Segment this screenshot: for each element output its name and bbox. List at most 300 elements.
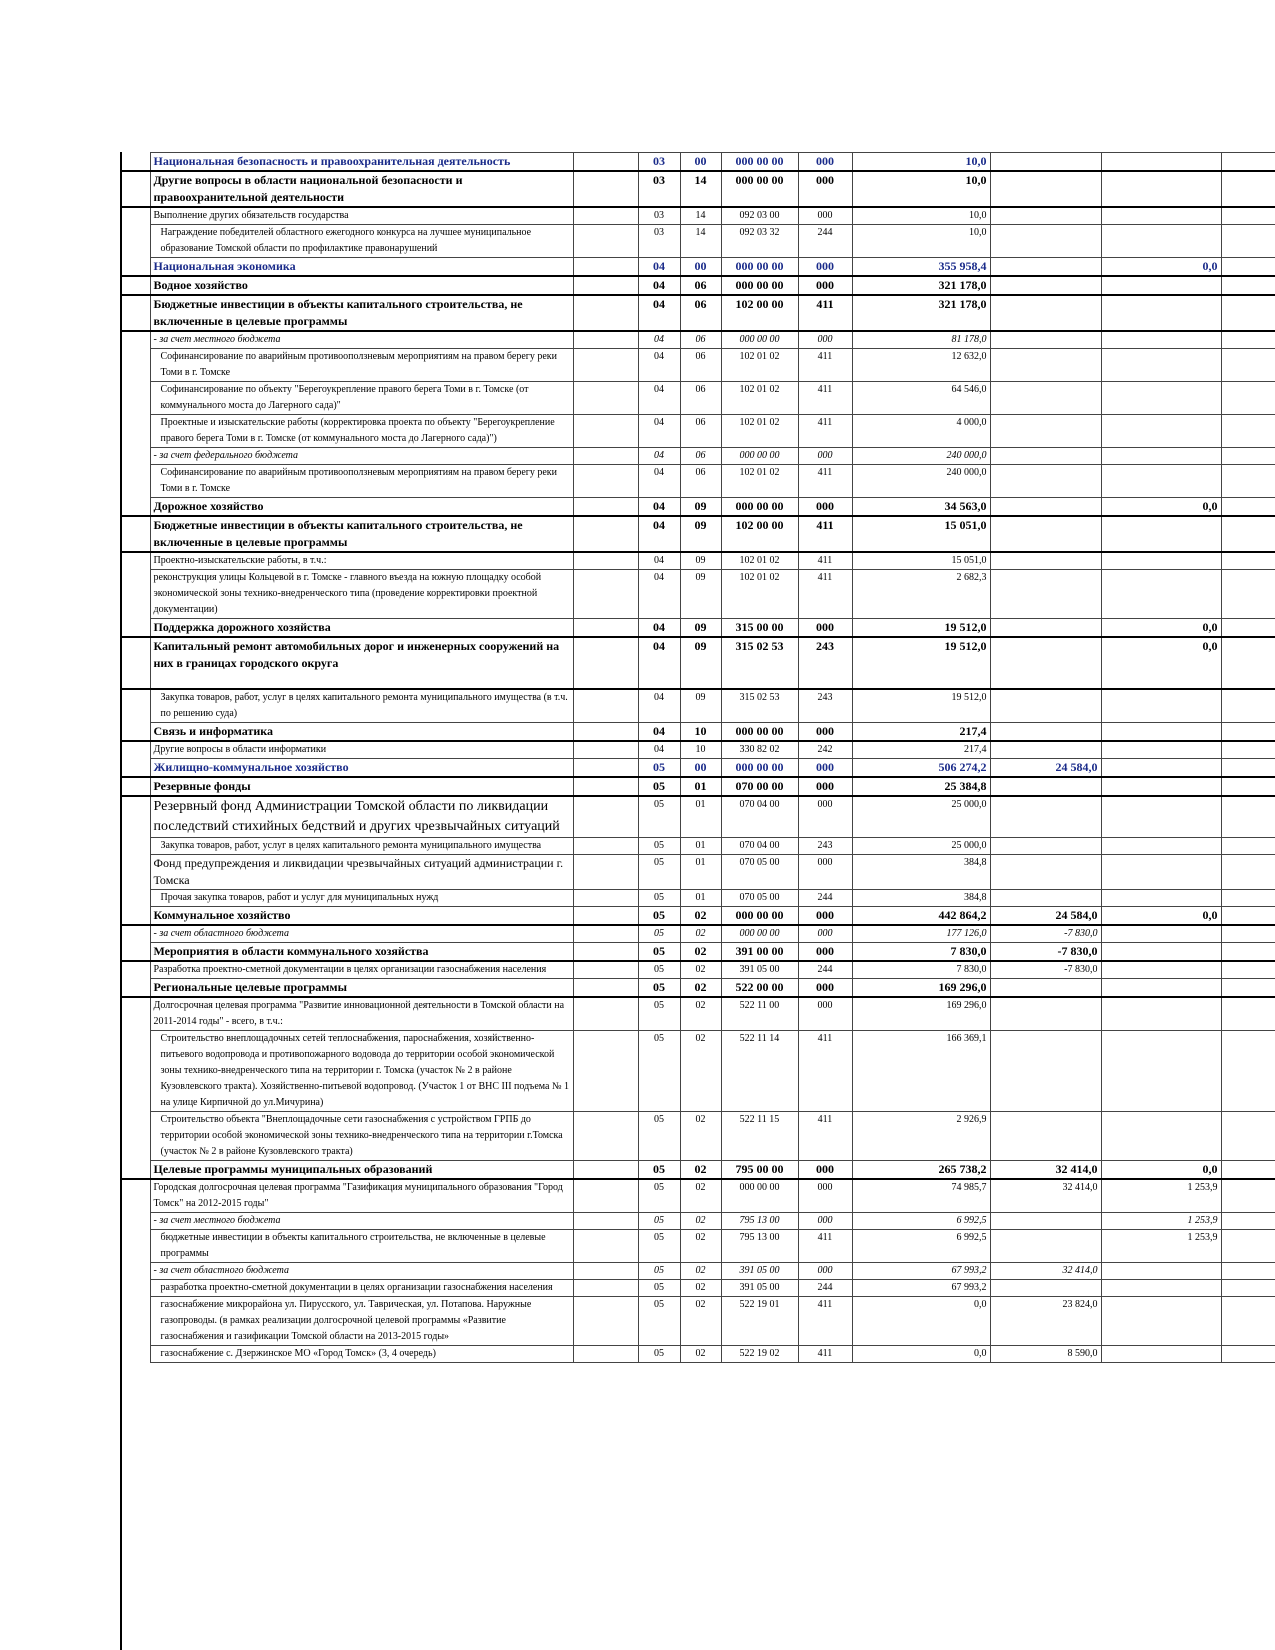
table-row — [120, 171, 1275, 207]
blank-cell — [573, 382, 638, 415]
subsection-code: 09 — [680, 570, 721, 619]
expense-type-code: 000 — [798, 276, 852, 295]
table-row — [120, 1297, 1275, 1346]
amount-value: 10,0 — [852, 207, 990, 225]
margin-cell — [120, 925, 150, 943]
target-article-code: 092 03 00 — [721, 207, 798, 225]
row-name: Дорожное хозяйство — [150, 498, 573, 517]
change-value — [990, 838, 1101, 855]
subsection-code: 02 — [680, 1179, 721, 1213]
subsection-code: 10 — [680, 723, 721, 742]
second-change-value — [1101, 796, 1221, 838]
blank-cell — [573, 723, 638, 742]
change-value — [990, 890, 1101, 907]
table-row — [120, 1230, 1275, 1263]
table-row — [120, 331, 1275, 349]
table-row — [120, 855, 1275, 890]
expense-type-code: 411 — [798, 1297, 852, 1346]
table-row — [120, 1179, 1275, 1213]
row-name: - за счет федерального бюджета — [150, 448, 573, 465]
margin-cell — [120, 1263, 150, 1280]
second-change-value — [1101, 759, 1221, 778]
section-code: 05 — [638, 1179, 680, 1213]
subsection-code: 06 — [680, 415, 721, 448]
second-change-value — [1101, 1263, 1221, 1280]
change-value: 32 414,0 — [990, 1179, 1101, 1213]
blank-cell — [1221, 349, 1275, 382]
target-article-code: 102 01 02 — [721, 465, 798, 498]
amount-value: 2 926,9 — [852, 1112, 990, 1161]
margin-cell — [120, 225, 150, 258]
row-name: Резервный фонд Администрации Томской области по ликвидации последствий стихийных бедствий и других чрезвычайных ситуаций — [150, 796, 573, 838]
amount-value: 10,0 — [852, 171, 990, 207]
table-row — [120, 225, 1275, 258]
margin-cell — [120, 796, 150, 838]
change-value — [990, 1213, 1101, 1230]
section-code: 05 — [638, 925, 680, 943]
subsection-code: 00 — [680, 258, 721, 277]
row-name: Связь и информатика — [150, 723, 573, 742]
second-change-value — [1101, 207, 1221, 225]
target-article-code: 522 11 15 — [721, 1112, 798, 1161]
subsection-code: 10 — [680, 741, 721, 759]
change-value: 23 824,0 — [990, 1297, 1101, 1346]
table-row — [120, 465, 1275, 498]
amount-value: 10,0 — [852, 225, 990, 258]
table-row — [120, 498, 1275, 517]
expense-type-code: 000 — [798, 1179, 852, 1213]
amount-value: 0,0 — [852, 1297, 990, 1346]
subsection-code: 09 — [680, 637, 721, 689]
blank-cell — [1221, 907, 1275, 926]
blank-cell — [1221, 153, 1275, 172]
blank-cell — [573, 1280, 638, 1297]
subsection-code: 02 — [680, 925, 721, 943]
subsection-code: 06 — [680, 331, 721, 349]
table-row — [120, 997, 1275, 1031]
margin-cell — [120, 1230, 150, 1263]
section-code: 04 — [638, 723, 680, 742]
margin-cell — [120, 759, 150, 778]
row-name: Национальная экономика — [150, 258, 573, 277]
expense-type-code: 000 — [798, 855, 852, 890]
table-row — [120, 943, 1275, 962]
blank-cell — [573, 258, 638, 277]
amount-value: 7 830,0 — [852, 961, 990, 979]
table-row — [120, 382, 1275, 415]
expense-type-code: 000 — [798, 796, 852, 838]
blank-cell — [1221, 838, 1275, 855]
amount-value: 64 546,0 — [852, 382, 990, 415]
blank-cell — [573, 276, 638, 295]
blank-cell — [573, 207, 638, 225]
target-article-code: 391 00 00 — [721, 943, 798, 962]
change-value — [990, 1230, 1101, 1263]
expense-type-code: 000 — [798, 331, 852, 349]
target-article-code: 000 00 00 — [721, 171, 798, 207]
target-article-code: 522 11 14 — [721, 1031, 798, 1112]
amount-value: 19 512,0 — [852, 637, 990, 689]
amount-value: 265 738,2 — [852, 1161, 990, 1180]
change-value — [990, 552, 1101, 570]
subsection-code: 02 — [680, 1346, 721, 1363]
change-value — [990, 997, 1101, 1031]
target-article-code: 522 11 00 — [721, 997, 798, 1031]
blank-cell — [1221, 796, 1275, 838]
row-name: - за счет областного бюджета — [150, 925, 573, 943]
target-article-code: 000 00 00 — [721, 925, 798, 943]
row-name: Софинансирование по аварийным противооползневым мероприятиям на правом берегу реки Томи в г. Томске — [150, 465, 573, 498]
section-code: 05 — [638, 1031, 680, 1112]
blank-cell — [573, 415, 638, 448]
target-article-code: 000 00 00 — [721, 498, 798, 517]
margin-cell — [120, 382, 150, 415]
change-value: 8 590,0 — [990, 1346, 1101, 1363]
subsection-code: 02 — [680, 1263, 721, 1280]
change-value — [990, 979, 1101, 998]
change-value — [990, 225, 1101, 258]
blank-cell — [573, 225, 638, 258]
target-article-code: 000 00 00 — [721, 331, 798, 349]
section-code: 04 — [638, 741, 680, 759]
second-change-value — [1101, 295, 1221, 331]
margin-cell — [120, 619, 150, 638]
target-article-code: 102 00 00 — [721, 516, 798, 552]
blank-cell — [573, 552, 638, 570]
section-code: 04 — [638, 465, 680, 498]
section-code: 03 — [638, 225, 680, 258]
subsection-code: 09 — [680, 619, 721, 638]
blank-cell — [573, 777, 638, 796]
margin-cell — [120, 777, 150, 796]
second-change-value — [1101, 723, 1221, 742]
change-value — [990, 171, 1101, 207]
second-change-value: 1 253,9 — [1101, 1213, 1221, 1230]
section-code: 05 — [638, 1213, 680, 1230]
subsection-code: 06 — [680, 349, 721, 382]
target-article-code: 000 00 00 — [721, 759, 798, 778]
amount-value: 169 296,0 — [852, 997, 990, 1031]
amount-value: 4 000,0 — [852, 415, 990, 448]
row-name: Коммунальное хозяйство — [150, 907, 573, 926]
budget-table — [120, 152, 1275, 1363]
second-change-value — [1101, 516, 1221, 552]
table-row — [120, 349, 1275, 382]
second-change-value — [1101, 925, 1221, 943]
blank-cell — [573, 796, 638, 838]
table-row — [120, 448, 1275, 465]
target-article-code: 315 00 00 — [721, 619, 798, 638]
expense-type-code: 411 — [798, 465, 852, 498]
blank-cell — [1221, 855, 1275, 890]
expense-type-code: 243 — [798, 838, 852, 855]
target-article-code: 070 04 00 — [721, 796, 798, 838]
second-change-value — [1101, 1346, 1221, 1363]
expense-type-code: 000 — [798, 153, 852, 172]
margin-cell — [120, 448, 150, 465]
blank-cell — [1221, 276, 1275, 295]
table-row — [120, 516, 1275, 552]
row-name: - за счет областного бюджета — [150, 1263, 573, 1280]
table-row — [120, 689, 1275, 723]
second-change-value — [1101, 961, 1221, 979]
table-row — [120, 777, 1275, 796]
change-value — [990, 295, 1101, 331]
subsection-code: 02 — [680, 1112, 721, 1161]
blank-cell — [573, 943, 638, 962]
table-row — [120, 637, 1275, 689]
change-value — [990, 1280, 1101, 1297]
table-row — [120, 1112, 1275, 1161]
second-change-value: 0,0 — [1101, 637, 1221, 689]
blank-cell — [1221, 723, 1275, 742]
blank-cell — [573, 516, 638, 552]
expense-type-code: 000 — [798, 1213, 852, 1230]
change-value: 24 584,0 — [990, 759, 1101, 778]
expense-type-code: 411 — [798, 516, 852, 552]
target-article-code: 391 05 00 — [721, 1280, 798, 1297]
margin-cell — [120, 855, 150, 890]
subsection-code: 06 — [680, 295, 721, 331]
change-value: -7 830,0 — [990, 925, 1101, 943]
amount-value: 34 563,0 — [852, 498, 990, 517]
table-row — [120, 258, 1275, 277]
second-change-value — [1101, 331, 1221, 349]
section-code: 04 — [638, 637, 680, 689]
subsection-code: 01 — [680, 890, 721, 907]
amount-value: 74 985,7 — [852, 1179, 990, 1213]
target-article-code: 102 01 02 — [721, 552, 798, 570]
second-change-value — [1101, 415, 1221, 448]
table-row — [120, 796, 1275, 838]
margin-cell — [120, 1031, 150, 1112]
blank-cell — [1221, 258, 1275, 277]
margin-cell — [120, 1213, 150, 1230]
amount-value: 19 512,0 — [852, 619, 990, 638]
table-row — [120, 723, 1275, 742]
row-name: Выполнение других обязательств государства — [150, 207, 573, 225]
section-code: 04 — [638, 276, 680, 295]
row-name: Долгосрочная целевая программа "Развитие инновационной деятельности в Томской области на 2011-2014 годы" - всего, в т.ч.: — [150, 997, 573, 1031]
second-change-value — [1101, 225, 1221, 258]
amount-value: 2 682,3 — [852, 570, 990, 619]
second-change-value — [1101, 689, 1221, 723]
blank-cell — [573, 1112, 638, 1161]
row-name: Поддержка дорожного хозяйства — [150, 619, 573, 638]
row-name: Городская долгосрочная целевая программа "Газификация муниципального образования "Город Томск" на 2012-2015 годы" — [150, 1179, 573, 1213]
blank-cell — [1221, 1112, 1275, 1161]
change-value — [990, 349, 1101, 382]
blank-cell — [573, 349, 638, 382]
target-article-code: 000 00 00 — [721, 448, 798, 465]
amount-value: 240 000,0 — [852, 448, 990, 465]
expense-type-code: 411 — [798, 1346, 852, 1363]
amount-value: 442 864,2 — [852, 907, 990, 926]
second-change-value — [1101, 838, 1221, 855]
expense-type-code: 000 — [798, 907, 852, 926]
row-name: газоснабжение микрорайона ул. Пирусского, ул. Таврическая, ул. Потапова. Наружные газопроводы. (в рамках реализации долгосрочной целевой программы «Развитие газоснабжения и газификации Томской области на 2013-2015 годы» — [150, 1297, 573, 1346]
change-value: 32 414,0 — [990, 1263, 1101, 1280]
row-name: Фонд предупреждения и ликвидации чрезвычайных ситуаций администрации г. Томска — [150, 855, 573, 890]
target-article-code: 000 00 00 — [721, 1179, 798, 1213]
margin-cell — [120, 153, 150, 172]
change-value — [990, 153, 1101, 172]
section-code: 05 — [638, 1280, 680, 1297]
expense-type-code: 000 — [798, 997, 852, 1031]
row-name: Бюджетные инвестиции в объекты капитального строительства, не включенные в целевые программы — [150, 516, 573, 552]
table-row — [120, 207, 1275, 225]
expense-type-code: 411 — [798, 295, 852, 331]
margin-cell — [120, 943, 150, 962]
change-value: -7 830,0 — [990, 961, 1101, 979]
section-code: 04 — [638, 570, 680, 619]
expense-type-code: 242 — [798, 741, 852, 759]
margin-cell — [120, 295, 150, 331]
target-article-code: 070 05 00 — [721, 855, 798, 890]
blank-cell — [573, 961, 638, 979]
amount-value: 6 992,5 — [852, 1230, 990, 1263]
section-code: 04 — [638, 331, 680, 349]
table-row — [120, 1031, 1275, 1112]
change-value — [990, 570, 1101, 619]
second-change-value — [1101, 1280, 1221, 1297]
second-change-value: 0,0 — [1101, 258, 1221, 277]
expense-type-code: 000 — [798, 759, 852, 778]
change-value: 24 584,0 — [990, 907, 1101, 926]
subsection-code: 02 — [680, 1297, 721, 1346]
blank-cell — [573, 890, 638, 907]
second-change-value — [1101, 997, 1221, 1031]
subsection-code: 06 — [680, 465, 721, 498]
second-change-value: 0,0 — [1101, 1161, 1221, 1180]
subsection-code: 02 — [680, 1161, 721, 1180]
subsection-code: 00 — [680, 153, 721, 172]
change-value — [990, 448, 1101, 465]
section-code: 04 — [638, 349, 680, 382]
amount-value: 166 369,1 — [852, 1031, 990, 1112]
row-name: - за счет местного бюджета — [150, 331, 573, 349]
subsection-code: 02 — [680, 907, 721, 926]
change-value — [990, 465, 1101, 498]
section-code: 05 — [638, 1346, 680, 1363]
row-name: Строительство объекта "Внеплощадочные сети газоснабжения с устройством ГРПБ до территории особой экономической зоны технико-внедренческого типа на территории г.Томска (участок № 2 в районе Кузовлевского тракта) — [150, 1112, 573, 1161]
subsection-code: 09 — [680, 689, 721, 723]
target-article-code: 070 00 00 — [721, 777, 798, 796]
margin-cell — [120, 979, 150, 998]
margin-cell — [120, 890, 150, 907]
target-article-code: 795 00 00 — [721, 1161, 798, 1180]
row-name: Проектно-изыскательские работы, в т.ч.: — [150, 552, 573, 570]
target-article-code: 315 02 53 — [721, 689, 798, 723]
target-article-code: 092 03 32 — [721, 225, 798, 258]
target-article-code: 070 05 00 — [721, 890, 798, 907]
second-change-value — [1101, 349, 1221, 382]
second-change-value — [1101, 1031, 1221, 1112]
target-article-code: 000 00 00 — [721, 907, 798, 926]
blank-cell — [573, 1230, 638, 1263]
change-value — [990, 796, 1101, 838]
table-row — [120, 552, 1275, 570]
second-change-value — [1101, 855, 1221, 890]
blank-cell — [573, 570, 638, 619]
amount-value: 25 000,0 — [852, 838, 990, 855]
section-code: 05 — [638, 961, 680, 979]
blank-cell — [1221, 979, 1275, 998]
section-code: 05 — [638, 1230, 680, 1263]
row-name: Закупка товаров, работ, услуг в целях капитального ремонта муниципального имущества (в т.ч. по решению суда) — [150, 689, 573, 723]
margin-cell — [120, 1161, 150, 1180]
blank-cell — [1221, 997, 1275, 1031]
amount-value: 10,0 — [852, 153, 990, 172]
second-change-value — [1101, 465, 1221, 498]
blank-cell — [573, 1213, 638, 1230]
section-code: 05 — [638, 1263, 680, 1280]
change-value — [990, 723, 1101, 742]
change-value — [990, 855, 1101, 890]
margin-cell — [120, 498, 150, 517]
target-article-code: 330 82 02 — [721, 741, 798, 759]
expense-type-code: 244 — [798, 225, 852, 258]
change-value: -7 830,0 — [990, 943, 1101, 962]
row-name: Прочая закупка товаров, работ и услуг для муниципальных нужд — [150, 890, 573, 907]
margin-cell — [120, 1280, 150, 1297]
blank-cell — [573, 1179, 638, 1213]
margin-cell — [120, 516, 150, 552]
amount-value: 7 830,0 — [852, 943, 990, 962]
blank-cell — [1221, 415, 1275, 448]
table-row — [120, 276, 1275, 295]
second-change-value — [1101, 943, 1221, 962]
target-article-code: 391 05 00 — [721, 1263, 798, 1280]
second-change-value: 0,0 — [1101, 619, 1221, 638]
amount-value: 506 274,2 — [852, 759, 990, 778]
target-article-code: 102 01 02 — [721, 415, 798, 448]
table-row — [120, 295, 1275, 331]
second-change-value: 0,0 — [1101, 498, 1221, 517]
section-code: 04 — [638, 498, 680, 517]
second-change-value — [1101, 741, 1221, 759]
margin-cell — [120, 961, 150, 979]
section-code: 03 — [638, 171, 680, 207]
expense-type-code: 411 — [798, 1230, 852, 1263]
blank-cell — [1221, 961, 1275, 979]
margin-cell — [120, 171, 150, 207]
blank-cell — [1221, 1346, 1275, 1363]
blank-cell — [573, 855, 638, 890]
change-value — [990, 777, 1101, 796]
margin-cell — [120, 1346, 150, 1363]
row-name: Другие вопросы в области информатики — [150, 741, 573, 759]
amount-value: 15 051,0 — [852, 516, 990, 552]
amount-value: 25 000,0 — [852, 796, 990, 838]
subsection-code: 02 — [680, 979, 721, 998]
subsection-code: 06 — [680, 276, 721, 295]
change-value — [990, 741, 1101, 759]
expense-type-code: 243 — [798, 637, 852, 689]
change-value: 32 414,0 — [990, 1161, 1101, 1180]
amount-value: 384,8 — [852, 855, 990, 890]
blank-cell — [573, 979, 638, 998]
blank-cell — [573, 741, 638, 759]
blank-cell — [1221, 1280, 1275, 1297]
section-code: 03 — [638, 153, 680, 172]
expense-type-code: 000 — [798, 1263, 852, 1280]
change-value — [990, 516, 1101, 552]
margin-cell — [120, 349, 150, 382]
amount-value: 67 993,2 — [852, 1280, 990, 1297]
target-article-code: 315 02 53 — [721, 637, 798, 689]
margin-cell — [120, 465, 150, 498]
